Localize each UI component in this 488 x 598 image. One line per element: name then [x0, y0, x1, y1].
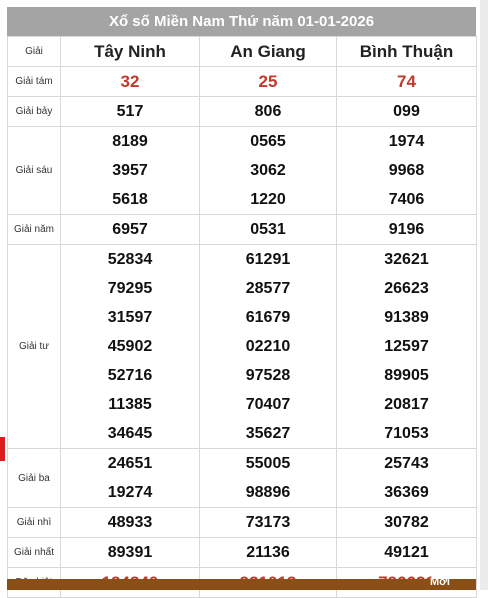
prize-row	[8, 245, 477, 449]
prize-number: 61679	[245, 309, 291, 326]
prize-number: 5618	[112, 191, 148, 208]
prize-number: 21136	[246, 544, 290, 561]
prize-number: 517	[116, 103, 144, 120]
prize-row	[8, 127, 477, 215]
prize-number: 25	[258, 72, 278, 91]
prize-cell	[61, 538, 200, 568]
prize-label: Giải tám	[8, 67, 61, 97]
prize-number: 91389	[384, 309, 429, 326]
prize-number: 34645	[107, 425, 153, 442]
prize-cell	[200, 127, 337, 215]
prize-number: 52834	[107, 251, 153, 268]
prize-cell	[61, 67, 200, 97]
prize-cell	[61, 97, 200, 127]
prize-number: 099	[393, 103, 420, 120]
prize-cell	[200, 97, 337, 127]
prize-number: 61291	[245, 251, 291, 268]
prize-cell	[61, 215, 200, 245]
prize-label: Giải tư	[8, 245, 61, 449]
prize-number: 11385	[108, 396, 152, 413]
prize-number: 55005	[245, 455, 291, 472]
prize-cell	[200, 67, 337, 97]
prize-cell	[337, 449, 477, 508]
scrollbar-track[interactable]	[480, 0, 488, 590]
prize-cell	[337, 215, 477, 245]
province-name[interactable]: An Giang	[200, 37, 337, 67]
header-label: Giải	[8, 37, 61, 67]
prize-number: 28577	[245, 280, 291, 297]
prize-number: 0565	[250, 133, 286, 150]
prize-row	[8, 215, 477, 245]
prize-cell	[337, 127, 477, 215]
side-tab[interactable]	[0, 437, 5, 461]
prize-number: 24651	[107, 455, 153, 472]
prize-label: Giải sáu	[8, 127, 61, 215]
prize-cell	[200, 538, 337, 568]
prize-number: 70407	[245, 396, 291, 413]
prize-number: 45902	[107, 338, 153, 355]
prize-label: Giải bảy	[8, 97, 61, 127]
prize-label: Giải nhì	[8, 508, 61, 538]
prize-number: 3062	[250, 162, 286, 179]
prize-number: 20817	[384, 396, 429, 413]
prize-number: 8189	[112, 133, 148, 150]
prize-cell	[61, 127, 200, 215]
prize-cell	[61, 245, 200, 449]
results-table	[7, 36, 477, 598]
header-row	[8, 37, 477, 67]
prize-number: 32	[120, 72, 140, 91]
prize-number: 97528	[245, 367, 291, 384]
prize-number: 1220	[250, 191, 286, 208]
prize-cell	[200, 449, 337, 508]
prize-number: 3957	[112, 162, 148, 179]
prize-cell	[337, 508, 477, 538]
prize-label: Giải năm	[8, 215, 61, 245]
prize-number: 89391	[107, 544, 153, 561]
prize-number: 02210	[245, 338, 291, 355]
prize-cell	[337, 67, 477, 97]
bottom-text: Mới	[429, 576, 450, 588]
prize-number: 49121	[384, 544, 429, 561]
prize-cell	[337, 538, 477, 568]
prize-number: 30782	[384, 514, 429, 531]
prize-number: 9196	[388, 221, 425, 238]
prize-number: 35627	[245, 425, 291, 442]
prize-cell	[337, 245, 477, 449]
prize-number: 25743	[384, 455, 429, 472]
prize-number: 32621	[384, 251, 429, 268]
prize-cell	[200, 215, 337, 245]
prize-row	[8, 508, 477, 538]
bottom-bar	[7, 576, 476, 590]
prize-number: 31597	[107, 309, 153, 326]
prize-number: 7406	[388, 191, 425, 208]
results-title: Xổ số Miền Nam Thứ năm 01-01-2026	[7, 7, 476, 36]
prize-cell	[200, 508, 337, 538]
prize-number: 806	[254, 103, 282, 120]
prize-cell	[61, 508, 200, 538]
province-name[interactable]: Tây Ninh	[61, 37, 200, 67]
prize-row	[8, 449, 477, 508]
prize-row	[8, 67, 477, 97]
prize-row	[8, 538, 477, 568]
prize-number: 26623	[384, 280, 429, 297]
prize-number: 52716	[107, 367, 153, 384]
province-name[interactable]: Bình Thuận	[337, 37, 477, 67]
prize-cell	[200, 245, 337, 449]
prize-cell	[61, 449, 200, 508]
prize-number: 89905	[384, 367, 429, 384]
prize-number: 1974	[388, 133, 425, 150]
prize-number: 12597	[384, 338, 429, 355]
results-panel	[7, 7, 476, 598]
prize-cell	[337, 97, 477, 127]
prize-number: 19274	[107, 484, 153, 501]
prize-number: 36369	[384, 484, 429, 501]
prize-label: Giải ba	[8, 449, 61, 508]
prize-label: Giải nhất	[8, 538, 61, 568]
prize-number: 74	[397, 72, 416, 91]
prize-number: 79295	[107, 280, 153, 297]
prize-number: 6957	[112, 221, 148, 238]
prize-number: 9968	[388, 162, 425, 179]
prize-number: 98896	[245, 484, 291, 501]
prize-number: 71053	[384, 425, 429, 442]
prize-number: 48933	[107, 514, 153, 531]
prize-number: 73173	[245, 514, 291, 531]
prize-number: 0531	[250, 221, 286, 238]
prize-row	[8, 97, 477, 127]
